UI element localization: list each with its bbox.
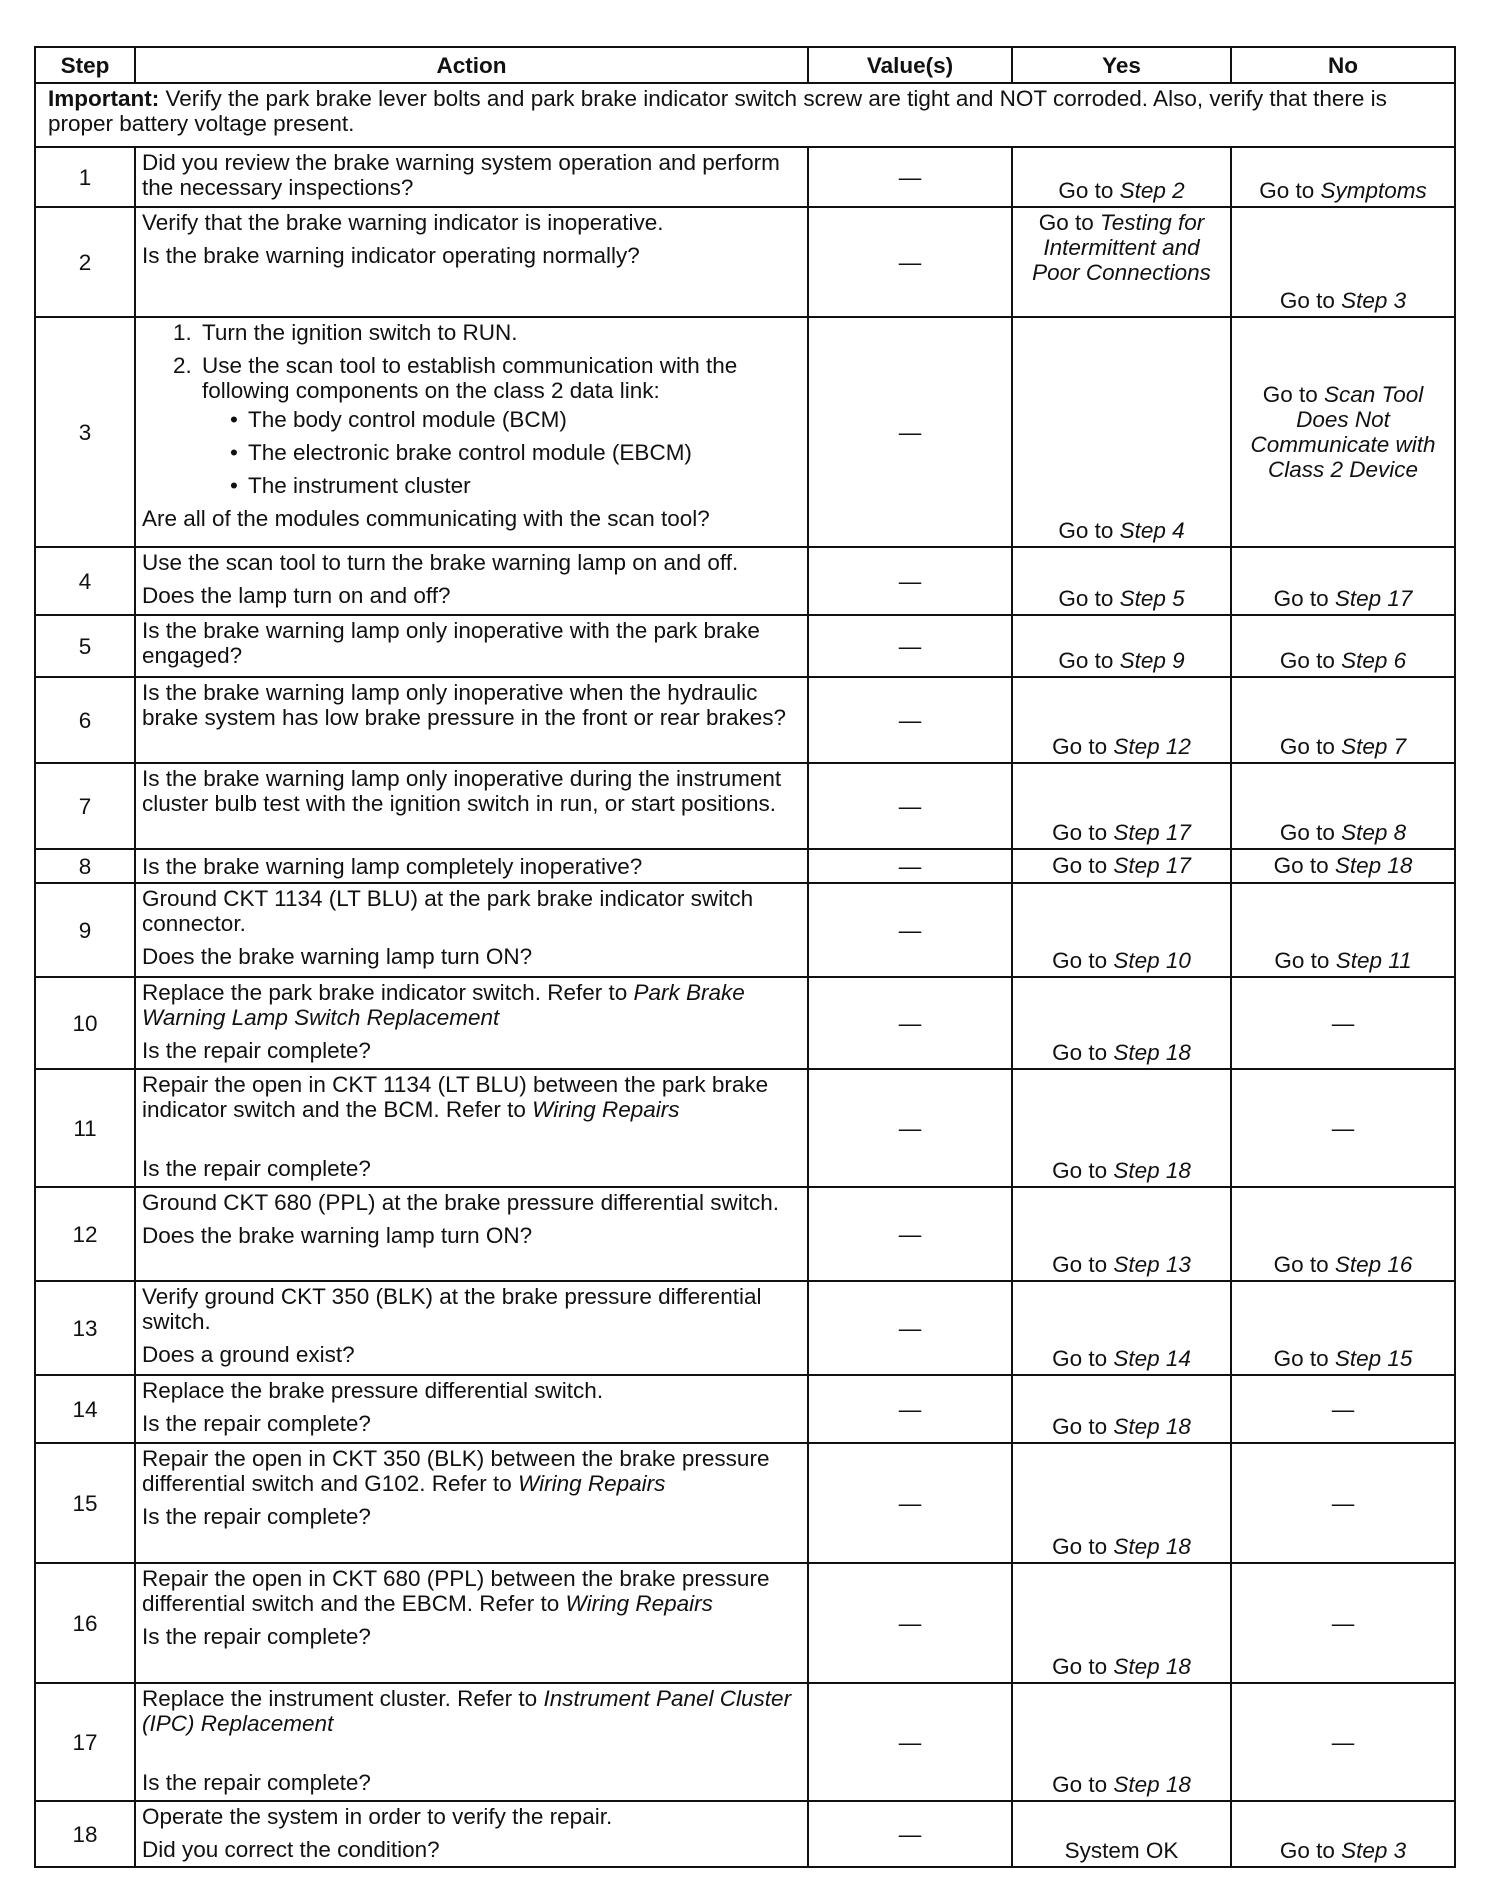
- action-cell: [135, 317, 808, 547]
- action-cell: [135, 763, 808, 849]
- diagnostic-table: [34, 46, 1456, 1868]
- no-cell: —: [1231, 1563, 1455, 1683]
- action-question: Is the repair complete?: [142, 1038, 371, 1063]
- action-cell: [135, 615, 808, 677]
- no-cell: —: [1231, 1069, 1455, 1187]
- reference-link[interactable]: Wiring Repairs: [532, 1097, 680, 1122]
- action-question: Is the repair complete?: [142, 1624, 371, 1649]
- value-cell: —: [808, 1187, 1012, 1281]
- yes-cell: [1012, 1683, 1231, 1801]
- no-link[interactable]: Symptoms: [1320, 178, 1427, 203]
- action-cell: [135, 147, 808, 207]
- action-text: Repair the open in CKT 1134 (LT BLU) between the park brake indicator switch and the BCM. Refer to Wiring Repairs: [142, 1072, 769, 1122]
- value-cell: —: [808, 147, 1012, 207]
- action-substep: 1. Turn the ignition switch to RUN.: [198, 320, 801, 345]
- action-text: Use the scan tool to turn the brake warning lamp on and off.: [142, 550, 739, 575]
- go-to-prefix: Go to: [1279, 648, 1342, 673]
- no-cell: [1231, 615, 1455, 677]
- action-text: Repair the open in CKT 680 (PPL) between the brake pressure differential switch and the EBCM. Refer to Wiring Repairs: [142, 1566, 770, 1616]
- go-to-prefix: Go to: [1052, 1158, 1114, 1183]
- header-yes: Yes: [1012, 47, 1231, 83]
- go-to-prefix: Go to: [1279, 820, 1342, 845]
- value-cell: —: [808, 1563, 1012, 1683]
- header-values: Value(s): [808, 47, 1012, 83]
- step-number: 1: [35, 147, 135, 207]
- go-to-prefix: Go to: [1058, 586, 1120, 611]
- module-list: [202, 407, 801, 498]
- action-cell: [135, 1801, 808, 1867]
- yes-cell: [1012, 147, 1231, 207]
- action-text: Ground CKT 1134 (LT BLU) at the park brake indicator switch connector.: [142, 886, 754, 936]
- table-row: [35, 1281, 1455, 1375]
- yes-cell: [1012, 317, 1231, 547]
- action-cell: [135, 1563, 808, 1683]
- value-cell: —: [808, 849, 1012, 883]
- no-cell: [1231, 207, 1455, 317]
- value-cell: —: [808, 317, 1012, 547]
- value-cell: —: [808, 1069, 1012, 1187]
- no-link[interactable]: Step 15: [1334, 1346, 1413, 1371]
- table-row: [35, 317, 1455, 547]
- no-cell: [1231, 1281, 1455, 1375]
- no-cell: [1231, 1801, 1455, 1867]
- yes-link[interactable]: Step 18: [1113, 1534, 1191, 1559]
- no-link[interactable]: Step 16: [1334, 1252, 1413, 1277]
- table-row: [35, 615, 1455, 677]
- go-to-prefix: Go to: [1038, 210, 1101, 235]
- table-row: [35, 547, 1455, 615]
- table-row: [35, 763, 1455, 849]
- step-number: 4: [35, 547, 135, 615]
- action-question: Is the brake warning indicator operating normally?: [142, 243, 640, 268]
- go-to-prefix: Go to: [1052, 1346, 1114, 1371]
- table-row: [35, 977, 1455, 1069]
- step-number: 6: [35, 677, 135, 763]
- step-number: 2: [35, 207, 135, 317]
- important-label: Important:: [48, 86, 160, 111]
- no-link[interactable]: Step 17: [1334, 586, 1413, 611]
- header-action: Action: [135, 47, 808, 83]
- step-number: 9: [35, 883, 135, 977]
- value-cell: —: [808, 1375, 1012, 1443]
- step-number: 10: [35, 977, 135, 1069]
- action-cell: [135, 1683, 808, 1801]
- go-to-prefix: Go to: [1279, 1838, 1342, 1863]
- go-to-prefix: Go to: [1052, 1040, 1114, 1065]
- action-text: Is the brake warning lamp completely inoperative?: [142, 853, 643, 879]
- reference-link[interactable]: Wiring Repairs: [518, 1471, 666, 1496]
- step-number: 5: [35, 615, 135, 677]
- go-to-prefix: Go to: [1279, 734, 1342, 759]
- action-cell: [135, 1443, 808, 1563]
- action-text: Replace the park brake indicator switch. Refer to Park Brake Warning Lamp Switch Replacement: [142, 980, 745, 1030]
- action-text: Repair the open in CKT 350 (BLK) between the brake pressure differential switch and G102. Refer to Wiring Repairs: [142, 1446, 770, 1496]
- action-cell: [135, 207, 808, 317]
- step-number: 14: [35, 1375, 135, 1443]
- no-link[interactable]: Step 7: [1341, 734, 1407, 759]
- yes-cell: [1012, 615, 1231, 677]
- action-cell: [135, 677, 808, 763]
- go-to-prefix: Go to: [1273, 1252, 1335, 1277]
- value-cell: —: [808, 615, 1012, 677]
- go-to-prefix: Go to: [1058, 178, 1120, 203]
- action-question: Does the brake warning lamp turn ON?: [142, 1223, 533, 1248]
- value-cell: —: [808, 677, 1012, 763]
- yes-link[interactable]: Step 18: [1113, 1654, 1191, 1679]
- action-question: Is the repair complete?: [142, 1156, 371, 1181]
- action-question: Is the repair complete?: [142, 1770, 371, 1795]
- yes-cell: [1012, 1069, 1231, 1187]
- action-question: Does a ground exist?: [142, 1342, 355, 1367]
- yes-cell: [1012, 883, 1231, 977]
- go-to-prefix: Go to: [1058, 648, 1120, 673]
- action-question: Does the brake warning lamp turn ON?: [142, 944, 533, 969]
- go-to-prefix: Go to: [1279, 288, 1342, 313]
- action-steps: [142, 320, 801, 498]
- value-cell: —: [808, 547, 1012, 615]
- list-item: • The electronic brake control module (EBCM): [248, 440, 801, 465]
- yes-cell: [1012, 1443, 1231, 1563]
- no-link[interactable]: Step 18: [1334, 853, 1413, 878]
- yes-link[interactable]: Step 17: [1113, 820, 1191, 845]
- table-row: [35, 147, 1455, 207]
- table-row: [35, 207, 1455, 317]
- step-number: 12: [35, 1187, 135, 1281]
- reference-link[interactable]: Instrument Panel Cluster (IPC) Replacement: [142, 1686, 792, 1736]
- table-row: [35, 1187, 1455, 1281]
- go-to-prefix: Go to: [1273, 853, 1335, 878]
- table-row: [35, 849, 1455, 883]
- list-item: • The body control module (BCM): [248, 407, 801, 432]
- go-to-prefix: Go to: [1273, 1346, 1335, 1371]
- yes-cell: [1012, 977, 1231, 1069]
- table-row: [35, 1375, 1455, 1443]
- action-cell: [135, 1281, 808, 1375]
- step-number: 3: [35, 317, 135, 547]
- no-cell: —: [1231, 1683, 1455, 1801]
- step-number: 18: [35, 1801, 135, 1867]
- yes-cell: [1012, 207, 1231, 317]
- action-text: Replace the instrument cluster. Refer to Instrument Panel Cluster (IPC) Replacement: [142, 1686, 792, 1736]
- yes-link[interactable]: Step 10: [1113, 948, 1191, 973]
- action-cell: [135, 1187, 808, 1281]
- value-cell: —: [808, 1801, 1012, 1867]
- value-cell: —: [808, 883, 1012, 977]
- yes-cell: [1012, 1375, 1231, 1443]
- no-cell: —: [1231, 1375, 1455, 1443]
- step-number: 11: [35, 1069, 135, 1187]
- go-to-prefix: Go to: [1052, 1534, 1114, 1559]
- action-question: Are all of the modules communicating with the scan tool?: [142, 506, 710, 531]
- step-number: 17: [35, 1683, 135, 1801]
- table-row: [35, 1683, 1455, 1801]
- yes-link[interactable]: Step 9: [1119, 648, 1185, 673]
- action-cell: [135, 547, 808, 615]
- action-question: Is the repair complete?: [142, 1411, 371, 1436]
- action-text: Verify ground CKT 350 (BLK) at the brake pressure differential switch.: [142, 1284, 762, 1334]
- yes-cell: System OK: [1012, 1801, 1231, 1867]
- no-cell: [1231, 547, 1455, 615]
- yes-cell: [1012, 677, 1231, 763]
- value-cell: —: [808, 1443, 1012, 1563]
- table-row: [35, 1563, 1455, 1683]
- no-cell: [1231, 677, 1455, 763]
- no-cell: [1231, 763, 1455, 849]
- action-cell: [135, 1375, 808, 1443]
- no-cell: —: [1231, 1443, 1455, 1563]
- go-to-prefix: Go to: [1259, 178, 1321, 203]
- action-text: Is the brake warning lamp only inoperative when the hydraulic brake system has low brake pressure in the front or rear brakes?: [142, 680, 787, 730]
- list-item: • The instrument cluster: [248, 473, 801, 498]
- action-text: Replace the brake pressure differential switch.: [142, 1378, 604, 1403]
- action-question: Is the repair complete?: [142, 1504, 371, 1529]
- value-cell: —: [808, 763, 1012, 849]
- table-row: [35, 883, 1455, 977]
- go-to-prefix: Go to: [1052, 1772, 1114, 1797]
- yes-link[interactable]: Step 17: [1113, 853, 1191, 878]
- go-to-prefix: Go to: [1262, 381, 1325, 407]
- yes-link[interactable]: Step 18: [1113, 1772, 1191, 1797]
- yes-link[interactable]: Step 4: [1119, 518, 1185, 543]
- table-row: [35, 677, 1455, 763]
- go-to-prefix: Go to: [1052, 820, 1114, 845]
- step-number: 16: [35, 1563, 135, 1683]
- go-to-prefix: Go to: [1052, 948, 1114, 973]
- no-cell: [1231, 1187, 1455, 1281]
- action-cell: [135, 883, 808, 977]
- yes-link[interactable]: Step 14: [1113, 1346, 1191, 1371]
- table-row: [35, 1443, 1455, 1563]
- go-to-prefix: Go to: [1052, 853, 1114, 878]
- action-text: Did you review the brake warning system operation and perform the necessary inspections?: [142, 150, 780, 200]
- diagnostic-table-sheet: [34, 46, 1454, 1868]
- step-number: 13: [35, 1281, 135, 1375]
- no-link[interactable]: Scan Tool Does Not Communicate with Class 2 Device: [1250, 381, 1436, 482]
- action-substep: 2. Use the scan tool to establish communication with the following components on the class 2 data link: • The body control module (BCM) • The electronic brake control module (EBCM) • The instrument cluster: [198, 353, 801, 498]
- no-link[interactable]: Step 3: [1341, 1838, 1407, 1863]
- action-cell: [135, 1069, 808, 1187]
- action-text: Is the brake warning lamp only inoperative with the park brake engaged?: [142, 618, 760, 668]
- no-cell: —: [1231, 977, 1455, 1069]
- yes-link[interactable]: Step 2: [1119, 178, 1185, 203]
- important-note: [35, 83, 1455, 147]
- header-row: [35, 47, 1455, 83]
- action-question: Does the lamp turn on and off?: [142, 583, 451, 608]
- yes-link[interactable]: Step 18: [1113, 1158, 1191, 1183]
- step-number: 7: [35, 763, 135, 849]
- yes-cell: [1012, 1281, 1231, 1375]
- yes-cell: [1012, 1187, 1231, 1281]
- go-to-prefix: Go to: [1058, 518, 1120, 543]
- no-link[interactable]: Step 8: [1341, 820, 1407, 845]
- yes-cell: [1012, 849, 1231, 883]
- yes-link[interactable]: Step 18: [1113, 1414, 1191, 1439]
- value-cell: —: [808, 1281, 1012, 1375]
- no-link[interactable]: Step 6: [1341, 648, 1407, 673]
- go-to-prefix: Go to: [1052, 1252, 1114, 1277]
- value-cell: —: [808, 977, 1012, 1069]
- go-to-prefix: Go to: [1274, 948, 1336, 973]
- action-text: Verify that the brake warning indicator is inoperative.: [142, 210, 664, 235]
- yes-link[interactable]: Testing for Intermittent and Poor Connections: [1032, 210, 1211, 285]
- action-text: Operate the system in order to verify the repair.: [142, 1804, 613, 1829]
- action-cell: [135, 849, 808, 883]
- action-cell: [135, 977, 808, 1069]
- yes-link[interactable]: Step 18: [1113, 1040, 1191, 1065]
- step-number: 15: [35, 1443, 135, 1563]
- yes-link[interactable]: Step 13: [1113, 1252, 1191, 1277]
- important-row: [35, 83, 1455, 147]
- header-no: No: [1231, 47, 1455, 83]
- value-cell: —: [808, 1683, 1012, 1801]
- no-link[interactable]: Step 3: [1341, 288, 1407, 313]
- action-text: Is the brake warning lamp only inoperative during the instrument cluster bulb test with the ignition switch in run, or start positions.: [142, 766, 782, 816]
- action-question: Did you correct the condition?: [142, 1837, 440, 1862]
- action-text: Ground CKT 680 (PPL) at the brake pressure differential switch.: [142, 1190, 779, 1215]
- yes-cell: [1012, 547, 1231, 615]
- table-row: [35, 1801, 1455, 1867]
- no-cell: [1231, 883, 1455, 977]
- yes-link[interactable]: Step 12: [1113, 734, 1191, 759]
- yes-link[interactable]: Step 5: [1119, 586, 1185, 611]
- no-link[interactable]: Step 11: [1335, 948, 1412, 973]
- value-cell: —: [808, 207, 1012, 317]
- go-to-prefix: Go to: [1273, 586, 1335, 611]
- step-number: 8: [35, 849, 135, 883]
- no-cell: [1231, 317, 1455, 547]
- reference-link[interactable]: Park Brake Warning Lamp Switch Replacement: [142, 980, 745, 1030]
- table-row: [35, 1069, 1455, 1187]
- no-cell: [1231, 849, 1455, 883]
- no-cell: [1231, 147, 1455, 207]
- yes-cell: [1012, 763, 1231, 849]
- reference-link[interactable]: Wiring Repairs: [565, 1591, 713, 1616]
- yes-cell: [1012, 1563, 1231, 1683]
- go-to-prefix: Go to: [1052, 1654, 1114, 1679]
- important-text: Verify the park brake lever bolts and park brake indicator switch screw are tight and NOT corroded. Also, verify that there is proper battery voltage present.: [48, 86, 1387, 136]
- header-step: Step: [35, 47, 135, 83]
- go-to-prefix: Go to: [1052, 1414, 1114, 1439]
- go-to-prefix: Go to: [1052, 734, 1114, 759]
